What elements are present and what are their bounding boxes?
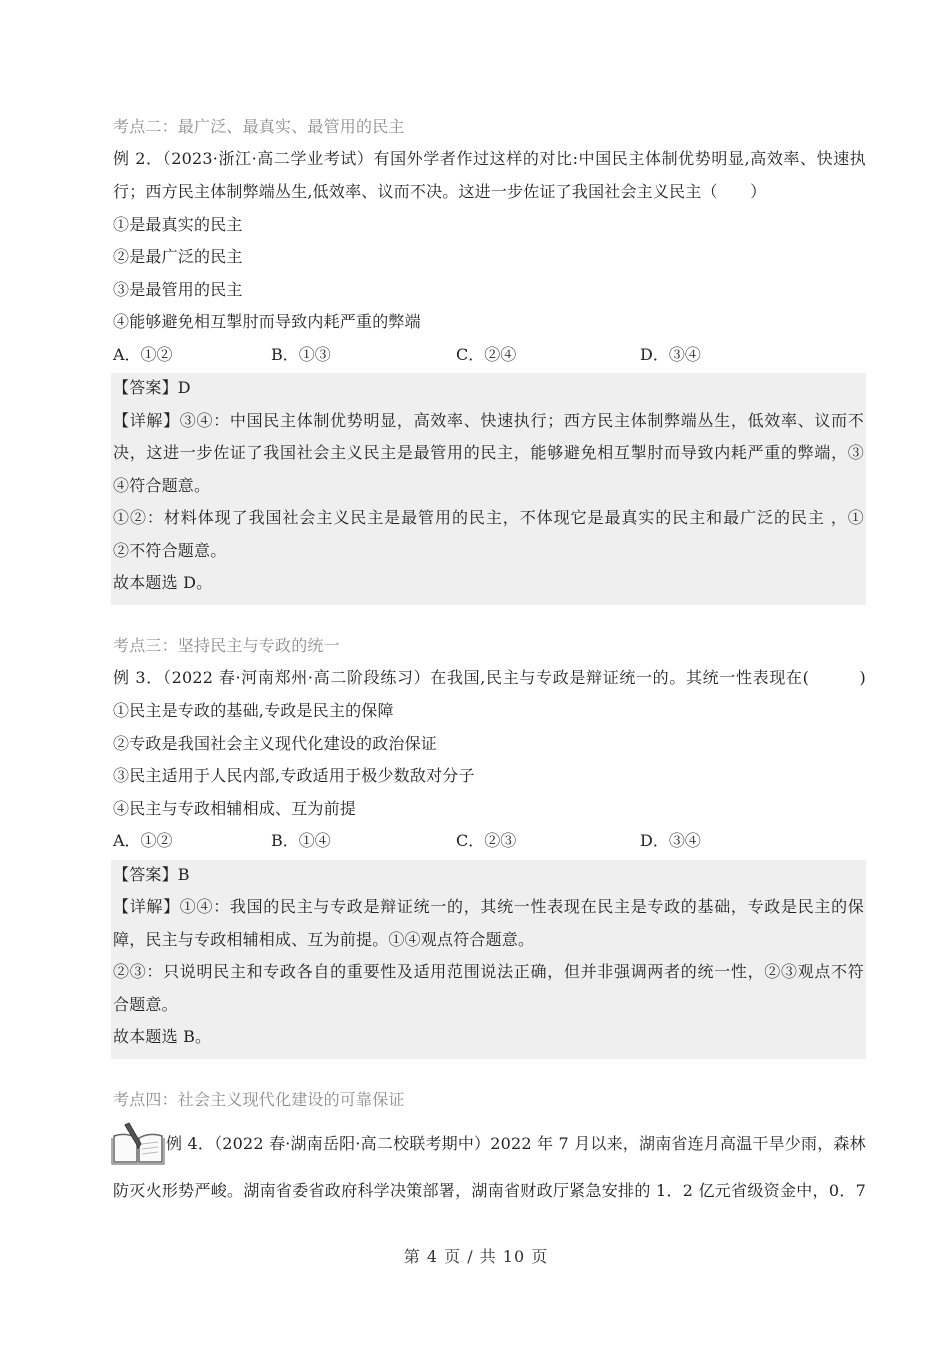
option-d: D．③④ <box>640 831 701 850</box>
example-2-stem-line2: 行；西方民主体制弊端丛生,低效率、议而不决。这进一步佐证了我国社会主义民主（ ） <box>113 182 767 201</box>
example-2-item-2: ②是最广泛的民主 <box>113 247 243 266</box>
answer-line: 【答案】D <box>113 378 191 397</box>
example-2-options <box>113 344 866 366</box>
detail-line-2: 障，民主与专政相辅相成、互为前提。①④观点符合题意。 <box>113 930 535 949</box>
option-c: C．②③ <box>456 831 517 850</box>
detail-line-2: 决，这进一步佐证了我国社会主义民主是最管用的民主，能够避免相互掣肘而导致内耗严重的弊端，③ <box>113 443 864 462</box>
answer-box-2 <box>111 373 866 605</box>
example-2-item-3: ③是最管用的民主 <box>113 280 243 299</box>
option-a: A．①② <box>113 345 173 364</box>
example-3-item-3: ③民主适用于人民内部,专政适用于极少数敌对分子 <box>113 766 475 785</box>
detail-line-1: 【详解】①④：我国的民主与专政是辩证统一的，其统一性表现在民主是专政的基础，专政是民主的保 <box>113 897 864 916</box>
example-3-options <box>113 830 866 852</box>
detail-line-1: 【详解】③④：中国民主体制优势明显，高效率、快速执行；西方民主体制弊端丛生，低效率、议而不 <box>113 411 864 430</box>
example-3-stem-line1: 例 3．（2022 春·河南郑州·高二阶段练习）在我国,民主与专政是辩证统一的。其统一性表现在( ) <box>113 668 866 687</box>
option-b: B．①③ <box>271 345 331 364</box>
example-2-item-4: ④能够避免相互掣肘而导致内耗严重的弊端 <box>113 312 421 331</box>
example-2-stem-line1: 例 2．（2023·浙江·高二学业考试）有国外学者作过这样的对比:中国民主体制优势明显,高效率、快速执 <box>113 149 866 168</box>
example-4-stem-line1: 例 4．（2022 春·湖南岳阳·高二校联考期中）2022 年 7 月以来，湖南省连月高温干旱少雨，森林 <box>166 1134 866 1153</box>
detail-line-6: 故本题选 D。 <box>113 573 213 592</box>
book-pencil-icon <box>111 1122 165 1166</box>
section-title-3: 考点三：坚持民主与专政的统一 <box>113 636 340 655</box>
example-3-item-4: ④民主与专政相辅相成、互为前提 <box>113 799 357 818</box>
answer-line: 【答案】B <box>113 865 190 884</box>
example-3-item-1: ①民主是专政的基础,专政是民主的保障 <box>113 701 394 720</box>
option-b: B．①④ <box>271 831 331 850</box>
detail-line-4: ①②：材料体现了我国社会主义民主是最管用的民主，不体现它是最真实的民主和最广泛的民主 ，① <box>113 508 864 527</box>
example-3-item-2: ②专政是我国社会主义现代化建设的政治保证 <box>113 734 438 753</box>
detail-line-4: 合题意。 <box>113 995 178 1014</box>
answer-box-3 <box>111 860 866 1059</box>
example-4-stem-line2: 防灭火形势严峻。湖南省委省政府科学决策部署，湖南省财政厅紧急安排的 1．2 亿元省级资金中，0．7 <box>113 1181 866 1200</box>
detail-line-5: 故本题选 B。 <box>113 1027 212 1046</box>
detail-line-3: ④符合题意。 <box>113 476 211 495</box>
section-title-4: 考点四：社会主义现代化建设的可靠保证 <box>113 1090 405 1109</box>
option-c: C．②④ <box>456 345 517 364</box>
detail-line-5: ②不符合题意。 <box>113 541 227 560</box>
page-number: 第 4 页 / 共 10 页 <box>403 1247 549 1266</box>
example-2-item-1: ①是最真实的民主 <box>113 215 243 234</box>
option-a: A．①② <box>113 831 173 850</box>
option-d: D．③④ <box>640 345 701 364</box>
section-title-2: 考点二：最广泛、最真实、最管用的民主 <box>113 117 405 136</box>
detail-line-3: ②③：只说明民主和专政各自的重要性及适用范围说法正确，但并非强调两者的统一性，②③观点不符 <box>113 962 864 981</box>
